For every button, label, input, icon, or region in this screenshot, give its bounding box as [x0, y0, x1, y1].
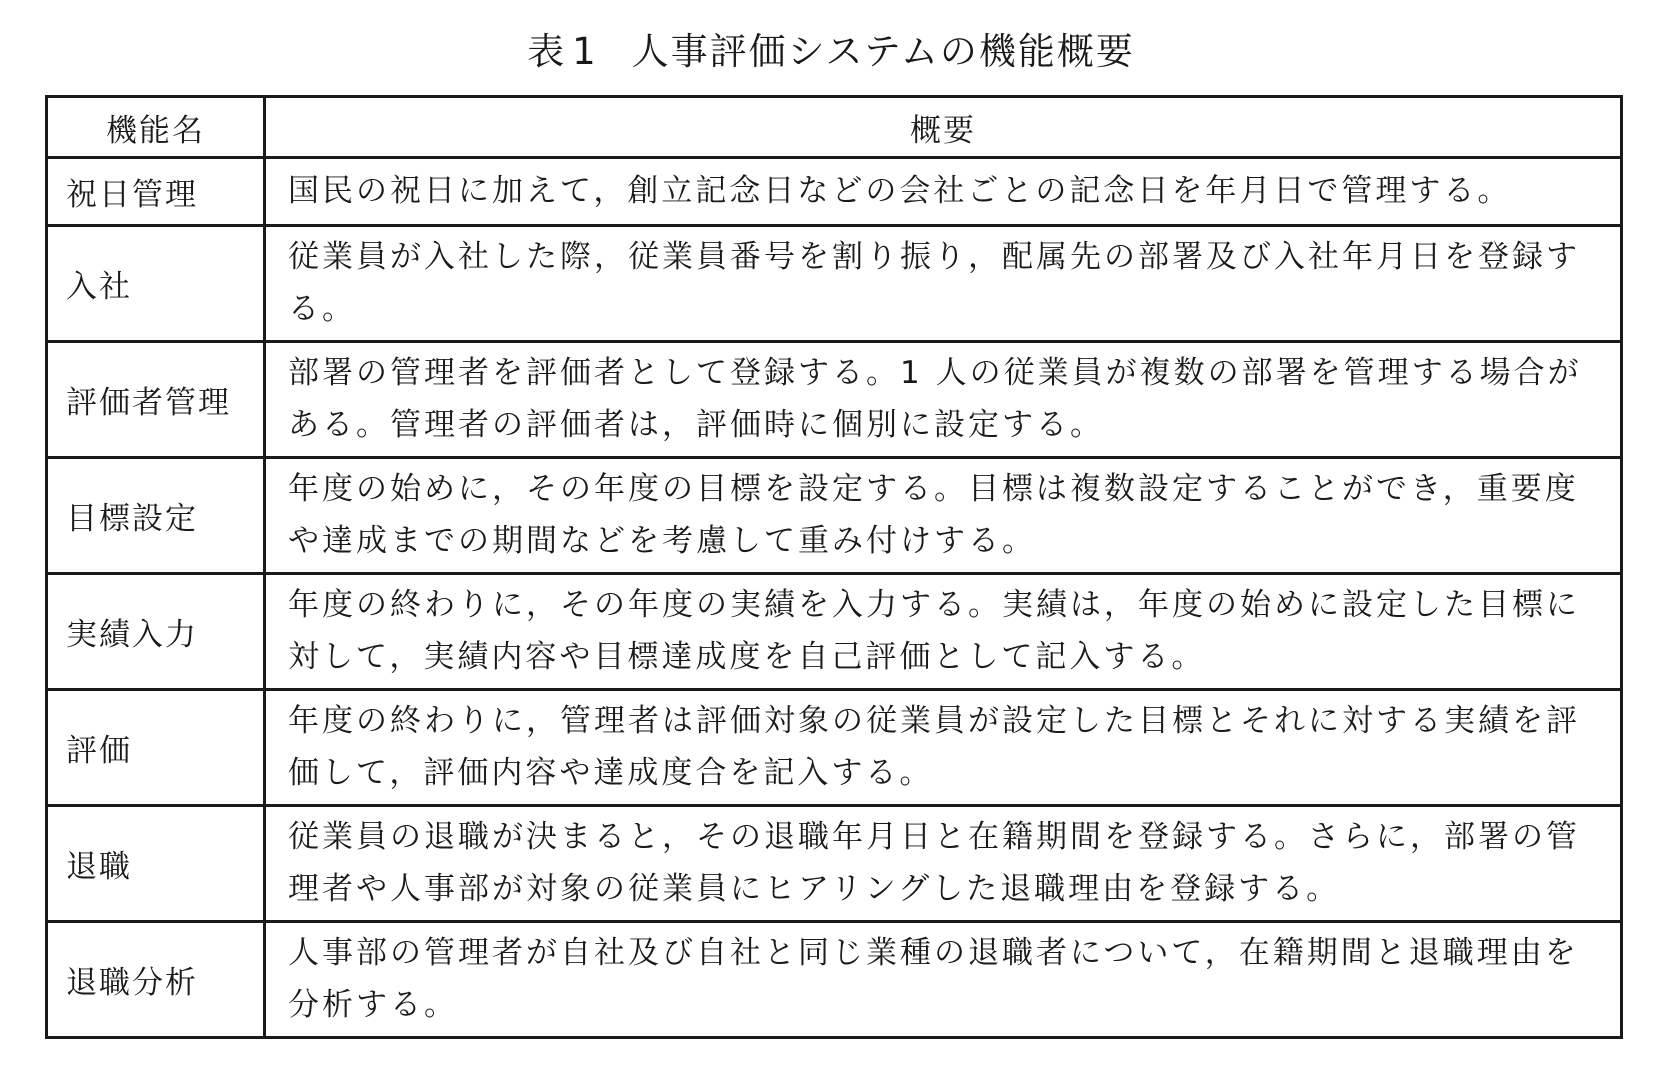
- function-overview: 部署の管理者を評価者として登録する。1 人の従業員が複数の部署を管理する場合がある。管理者の評価者は，評価時に個別に設定する。: [265, 342, 1622, 458]
- function-overview-table: [45, 95, 1623, 1039]
- function-overview: 人事部の管理者が自社及び自社と同じ業種の退職者について，在籍期間と退職理由を分析する。: [265, 922, 1622, 1038]
- function-name: 評価: [47, 690, 265, 806]
- table-caption: [0, 22, 1662, 82]
- function-overview: 国民の祝日に加えて，創立記念日などの会社ごとの記念日を年月日で管理する。: [265, 158, 1622, 226]
- function-name: 目標設定: [47, 458, 265, 574]
- caption-title: 人事評価システムの機能概要: [631, 30, 1135, 73]
- header-function-name: 機能名: [47, 97, 265, 158]
- function-name: 祝日管理: [47, 158, 265, 226]
- table-row: [47, 922, 1622, 1038]
- function-overview: 年度の終わりに，その年度の実績を入力する。実績は，年度の始めに設定した目標に対して，実績内容や目標達成度を自己評価として記入する。: [265, 574, 1622, 690]
- caption-number: 1: [572, 30, 598, 73]
- function-name: 評価者管理: [47, 342, 265, 458]
- table-row: [47, 458, 1622, 574]
- table-row: [47, 574, 1622, 690]
- function-name: 退職: [47, 806, 265, 922]
- table-row: [47, 226, 1622, 342]
- function-overview: 年度の終わりに，管理者は評価対象の従業員が設定した目標とそれに対する実績を評価して，評価内容や達成度合を記入する。: [265, 690, 1622, 806]
- caption-label: 表: [527, 30, 567, 73]
- function-name: 入社: [47, 226, 265, 342]
- header-overview: 概要: [265, 97, 1622, 158]
- function-name: 退職分析: [47, 922, 265, 1038]
- function-name: 実績入力: [47, 574, 265, 690]
- table-row: [47, 690, 1622, 806]
- function-overview: 従業員の退職が決まると，その退職年月日と在籍期間を登録する。さらに，部署の管理者や人事部が対象の従業員にヒアリングした退職理由を登録する。: [265, 806, 1622, 922]
- function-overview: 年度の始めに，その年度の目標を設定する。目標は複数設定することができ，重要度や達成までの期間などを考慮して重み付けする。: [265, 458, 1622, 574]
- table-row: [47, 158, 1622, 226]
- function-overview: 従業員が入社した際，従業員番号を割り振り，配属先の部署及び入社年月日を登録する。: [265, 226, 1622, 342]
- table-row: [47, 806, 1622, 922]
- header-row: [47, 97, 1622, 158]
- table-row: [47, 342, 1622, 458]
